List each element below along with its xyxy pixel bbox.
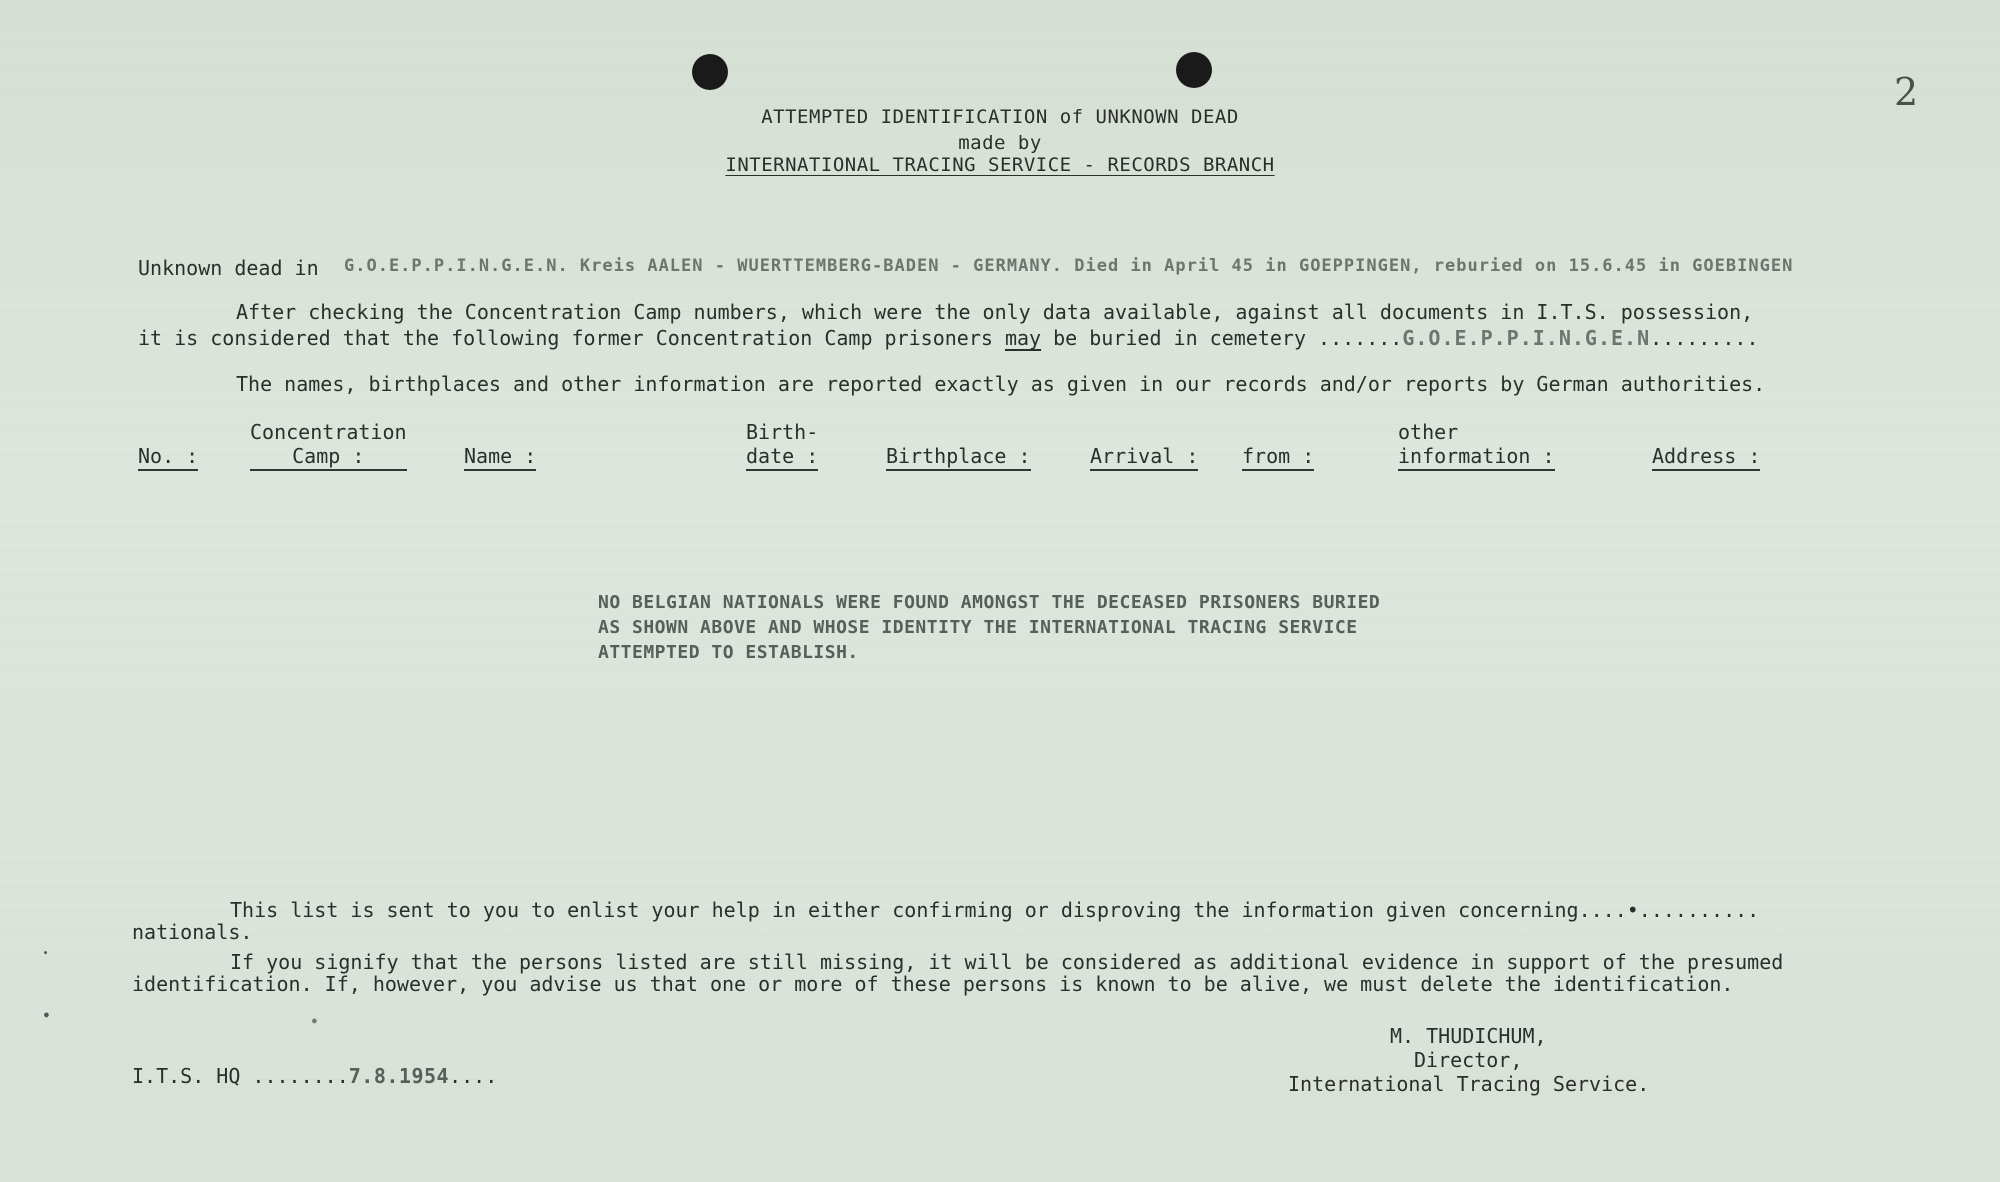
paragraph-records-note: The names, birthplaces and other information are reported exactly as given in our records and/or reports by German authorities. — [236, 372, 1766, 396]
signature-name: M. THUDICHUM, — [1390, 1024, 1547, 1048]
page-number: 2 — [1894, 70, 1919, 114]
footer-paragraph2-line1: If you signify that the persons listed are still missing, it will be considered as additional evidence in support of the presumed — [230, 950, 1784, 974]
header-made-by: made by — [958, 132, 1042, 154]
paragraph-checking-line2: it is considered that the following former Concentration Camp prisoners may be buried in cemetery .......G.O.E.P.P.I.N.G.E.N......... — [138, 326, 1759, 350]
col-header-other-information: other information : — [1398, 420, 1555, 471]
unknown-dead-location-redacted: G.O.E.P.P.I.N.G.E.N. Kreis AALEN - WUERTTEMBERG-BADEN - GERMANY. Died in April 45 in GOEPPINGEN, reburied on 15.6.45 in GOEBINGEN — [344, 256, 1794, 276]
col-header-name: Name : — [464, 420, 536, 471]
hq-date-line: I.T.S. HQ ........7.8.1954.... — [132, 1064, 498, 1088]
col-header-from: from : — [1242, 420, 1314, 471]
cemetery-redacted: G.O.E.P.P.I.N.G.E.N — [1402, 326, 1651, 350]
col-header-arrival: Arrival : — [1090, 420, 1198, 471]
col-header-address: Address : — [1652, 420, 1760, 471]
footer-paragraph1-line2: nationals. — [132, 920, 253, 944]
footer-paragraph2-line2: identification. If, however, you advise us that one or more of these persons is known to be alive, we must delete the identification. — [132, 972, 1734, 996]
signature-title: Director, — [1414, 1048, 1523, 1072]
stamp-line2: AS SHOWN ABOVE AND WHOSE IDENTITY THE INTERNATIONAL TRACING SERVICE — [598, 617, 1358, 638]
stamp-line3: ATTEMPTED TO ESTABLISH. — [598, 642, 859, 663]
paragraph-checking-line1: After checking the Concentration Camp numbers, which were the only data available, against all documents in I.T.S. possession, — [236, 300, 1754, 324]
punch-hole-left — [692, 54, 728, 90]
paper-speck: ● — [312, 1016, 317, 1025]
may-word: may — [1004, 326, 1042, 350]
signature-organization: International Tracing Service. — [1288, 1072, 1650, 1096]
stamp-line1: NO BELGIAN NATIONALS WERE FOUND AMONGST THE DECEASED PRISONERS BURIED — [598, 592, 1381, 613]
col-header-birthplace: Birthplace : — [886, 420, 1031, 471]
punch-hole-right — [1176, 52, 1212, 88]
paper-speck: ● — [44, 1010, 49, 1019]
paper-speck: ● — [44, 950, 48, 956]
unknown-dead-label: Unknown dead in — [138, 256, 319, 280]
header-organization: INTERNATIONAL TRACING SERVICE - RECORDS BRANCH — [725, 154, 1275, 176]
col-header-no: No. : — [138, 420, 198, 471]
hq-date: 7.8.1954 — [348, 1064, 450, 1088]
col-header-birthdate: Birth- date : — [746, 420, 818, 471]
col-header-camp: Concentration Camp : — [250, 420, 407, 471]
footer-paragraph1-line1: This list is sent to you to enlist your help in either confirming or disproving the information given concerning....•.......... — [230, 898, 1760, 922]
header-title: ATTEMPTED IDENTIFICATION of UNKNOWN DEAD — [761, 106, 1239, 128]
